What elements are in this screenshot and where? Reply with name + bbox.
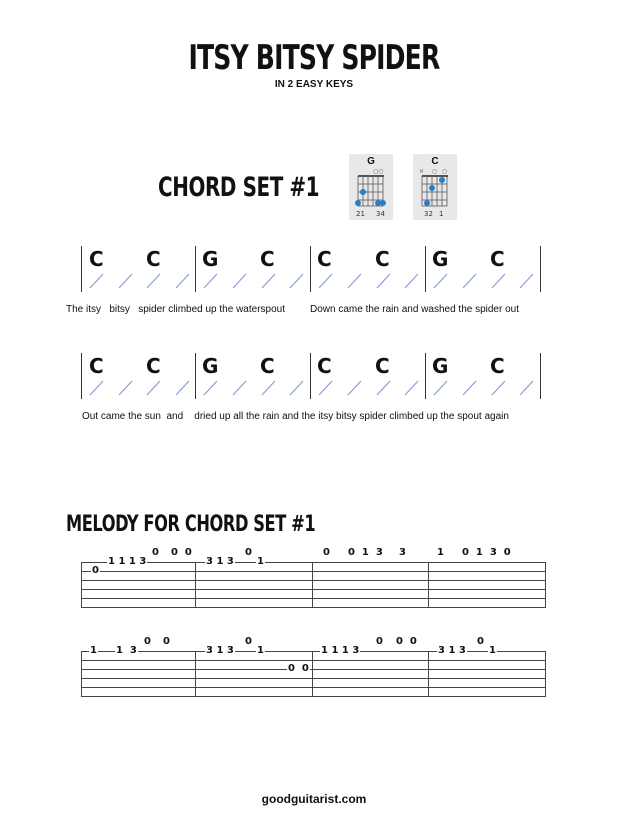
chord-diagram-name: G — [367, 156, 375, 167]
svg-text:32: 32 — [424, 210, 433, 218]
tab-note: 0 0 — [396, 636, 417, 647]
footer-site: goodguitarist.com — [261, 792, 367, 806]
bar-line — [425, 246, 426, 292]
strum-slash — [318, 272, 334, 290]
strum-slash — [347, 272, 363, 290]
svg-text:○○: ○○ — [373, 168, 384, 175]
tab-bar-line — [81, 562, 82, 608]
tab-note: 0 — [144, 636, 151, 647]
tab-string-line — [81, 687, 545, 688]
strum-slash — [118, 379, 134, 397]
tab-note: 1 — [257, 556, 264, 567]
strum-slash — [289, 379, 305, 397]
tab-note: 0 — [245, 636, 252, 647]
strum-slash — [519, 379, 535, 397]
strum-slash — [118, 272, 134, 290]
svg-text:○: ○ — [432, 168, 438, 175]
lyrics-line-2: Out came the sun and dried up all the rain and the itsy bitsy spider climbed up the spout again — [82, 411, 509, 422]
tab-note: 0 — [376, 636, 383, 647]
bar-line — [195, 246, 196, 292]
svg-text:34: 34 — [376, 210, 385, 218]
tab-note: 3 — [399, 547, 406, 558]
chord-grid-g — [349, 154, 393, 220]
melody-heading: MELODY FOR CHORD SET #1 — [66, 512, 316, 537]
chord-symbol: C — [375, 247, 390, 271]
tab-bar-line — [312, 651, 313, 697]
tab-bar-line — [545, 651, 546, 697]
bar-line — [81, 246, 82, 292]
tab-note: 0 — [152, 547, 159, 558]
tab-note: 0 — [163, 636, 170, 647]
tab-bar-line — [195, 562, 196, 608]
tab-string-line — [81, 660, 545, 661]
page-subtitle: IN 2 EASY KEYS — [274, 79, 354, 90]
chord-symbol: C — [146, 247, 161, 271]
bar-line — [310, 246, 311, 292]
tab-string-line — [81, 678, 545, 679]
strum-slash — [462, 272, 478, 290]
tab-note: 1 — [489, 645, 496, 656]
tab-bar-line — [545, 562, 546, 608]
tab-string-line — [81, 651, 545, 652]
chord-diagram-name: C — [431, 156, 439, 167]
strum-slash — [347, 379, 363, 397]
chord-symbol: C — [89, 247, 104, 271]
tab-string-line — [81, 589, 545, 590]
strum-slash — [146, 379, 162, 397]
strum-slash — [175, 379, 191, 397]
svg-text:○: ○ — [442, 168, 448, 175]
tab-string-line — [81, 571, 545, 572]
strum-slash — [376, 272, 392, 290]
tab-bar-line — [428, 562, 429, 608]
chord-symbol: G — [202, 247, 219, 271]
chord-symbol: C — [146, 354, 161, 378]
chord-grid-c — [413, 154, 457, 220]
strum-slash — [146, 272, 162, 290]
strum-slash — [203, 272, 219, 290]
chord-symbol: G — [432, 247, 449, 271]
strum-slash — [261, 272, 277, 290]
tab-note: 0 0 — [171, 547, 192, 558]
strum-slash — [175, 272, 191, 290]
bar-line — [310, 353, 311, 399]
tab-bar-line — [81, 651, 82, 697]
bar-line — [81, 353, 82, 399]
strum-slash — [491, 272, 507, 290]
tab-note: 0 1 3 — [348, 547, 383, 558]
chord-symbol: C — [260, 247, 275, 271]
chord-diagram-g — [349, 154, 393, 220]
tab-note: 0 — [323, 547, 330, 558]
chord-symbol: C — [260, 354, 275, 378]
strum-slash — [376, 379, 392, 397]
tab-note: 1 3 — [116, 645, 137, 656]
tab-note: 1 — [437, 547, 444, 558]
tab-note: 0 1 3 0 — [462, 547, 511, 558]
strum-slash — [519, 272, 535, 290]
tab-string-line — [81, 607, 545, 608]
bar-line — [540, 353, 541, 399]
strum-slash — [289, 272, 305, 290]
strum-slash — [318, 379, 334, 397]
strum-slash — [232, 272, 248, 290]
bar-line — [540, 246, 541, 292]
chord-symbol: C — [89, 354, 104, 378]
strum-slash — [404, 379, 420, 397]
tab-note: 1 1 1 3 — [108, 556, 147, 567]
chord-symbol: C — [490, 247, 505, 271]
strum-slash — [89, 379, 105, 397]
tab-note: 0 — [245, 547, 252, 558]
chord-symbol: G — [202, 354, 219, 378]
tab-note: 3 1 3 — [206, 645, 234, 656]
tab-note: 0 — [477, 636, 484, 647]
tab-note: 0 — [92, 565, 99, 576]
tab-note: 3 1 3 — [438, 645, 466, 656]
strum-slash — [203, 379, 219, 397]
strum-slash — [433, 272, 449, 290]
strum-slash — [462, 379, 478, 397]
tab-note: 3 1 3 — [206, 556, 234, 567]
bar-line — [195, 353, 196, 399]
tab-note: 0 0 — [288, 663, 309, 674]
tab-bar-line — [428, 651, 429, 697]
tab-note: 1 — [90, 645, 97, 656]
tab-string-line — [81, 696, 545, 697]
lyrics-line-1: The itsy bitsy spider climbed up the waterspout Down came the rain and washed the spider out — [66, 304, 520, 315]
strum-slash — [261, 379, 277, 397]
strum-slash — [433, 379, 449, 397]
tab-note: 1 1 1 3 — [321, 645, 360, 656]
tab-note: 1 — [257, 645, 264, 656]
chord-symbol: C — [375, 354, 390, 378]
tab-string-line — [81, 669, 545, 670]
chord-symbol: C — [317, 247, 332, 271]
tab-string-line — [81, 598, 545, 599]
tab-string-line — [81, 580, 545, 581]
bar-line — [425, 353, 426, 399]
tab-bar-line — [195, 651, 196, 697]
chord-diagram-c — [413, 154, 457, 220]
chord-symbol: C — [317, 354, 332, 378]
strum-slash — [89, 272, 105, 290]
page-title: ITSY BITSY SPIDER — [188, 38, 440, 78]
tab-string-line — [81, 562, 545, 563]
svg-text:×: × — [419, 168, 425, 175]
chord-symbol: C — [490, 354, 505, 378]
svg-text:21: 21 — [356, 210, 365, 218]
strum-slash — [491, 379, 507, 397]
chord-set-heading: CHORD SET #1 — [158, 172, 320, 203]
strum-slash — [404, 272, 420, 290]
tab-bar-line — [312, 562, 313, 608]
svg-text:1: 1 — [439, 210, 444, 218]
chord-symbol: G — [432, 354, 449, 378]
strum-slash — [232, 379, 248, 397]
